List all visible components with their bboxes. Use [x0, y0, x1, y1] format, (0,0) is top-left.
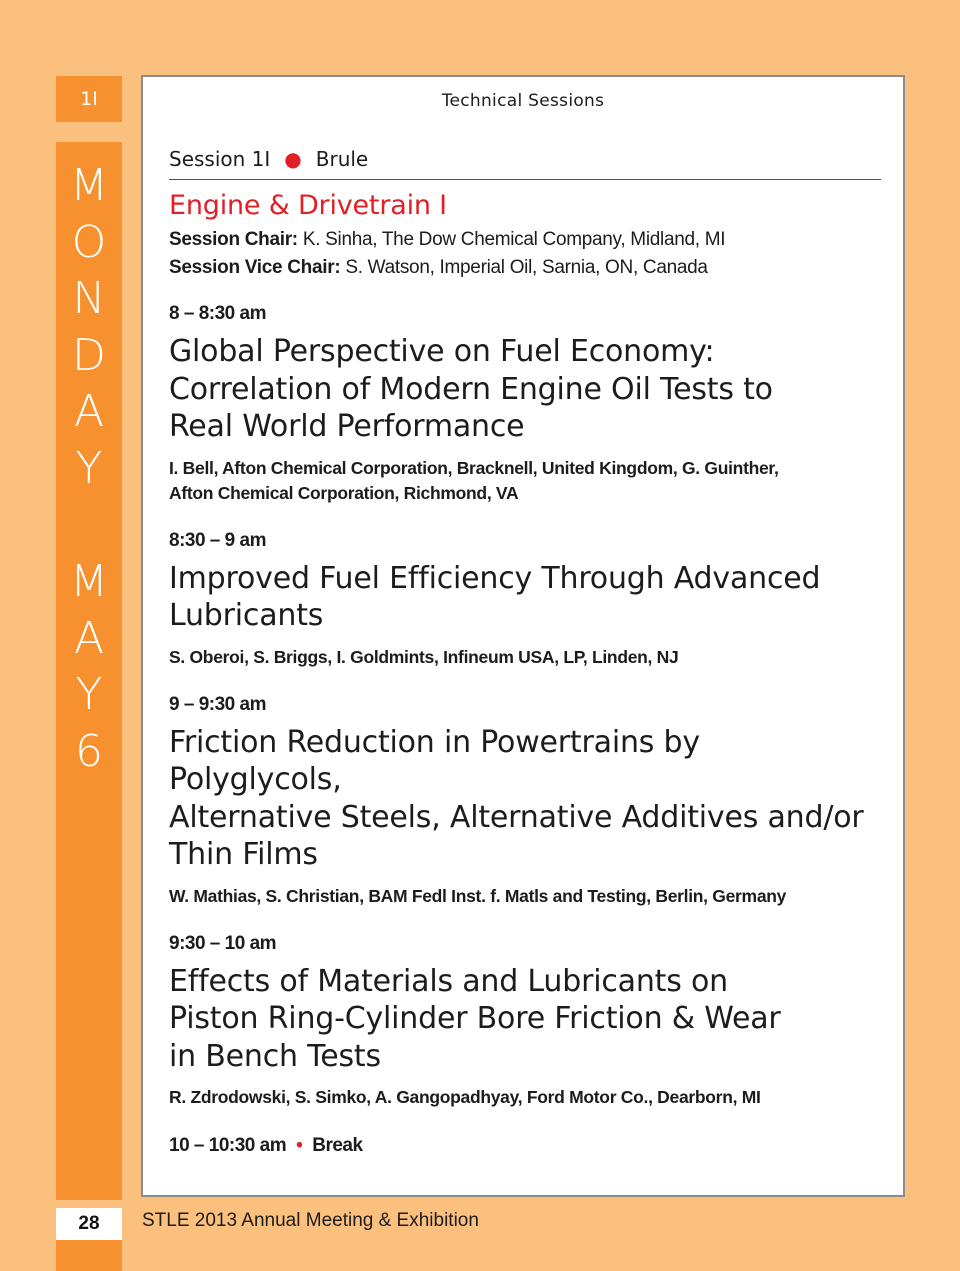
talk-time: 9:30 – 10 am: [169, 932, 277, 954]
day-sidebar: [56, 142, 122, 1200]
weekday-letter: Y: [75, 442, 103, 494]
talk-title-line: Alternative Steels, Alternative Additives and/or: [169, 799, 864, 835]
date-letter: Y: [75, 669, 103, 720]
talk-authors: [169, 456, 881, 506]
talk-item: [169, 933, 881, 1111]
talk-title-line: Thin Films: [169, 837, 318, 872]
talk-title-line: Friction Reduction in Powertrains by Polyglycols,: [169, 724, 700, 797]
talk-time: 8:30 – 9 am: [169, 529, 266, 551]
session-title: Engine & Drivetrain I: [169, 190, 447, 221]
talk-title-line: Effects of Materials and Lubricants on: [169, 963, 728, 999]
talk-title: [169, 724, 881, 874]
session-chair: [169, 229, 881, 251]
break-label: Break: [312, 1135, 363, 1156]
date-letter: A: [73, 612, 105, 664]
talk-title: [169, 963, 881, 1076]
session-panel: [141, 75, 905, 1197]
session-chair-label: Session Chair:: [169, 229, 298, 250]
talk-authors-line: W. Mathias, S. Christian, BAM Fedl Inst. f. Matls and Testing, Berlin, Germany: [169, 885, 787, 906]
weekday-letter: N: [72, 273, 106, 324]
session-vice-chair: [169, 257, 881, 279]
session-code-tab: 1I: [56, 76, 122, 122]
talk-title-line: in Bench Tests: [169, 1038, 381, 1074]
break-item: [169, 1135, 881, 1157]
talk-title: [169, 560, 881, 635]
weekday-label: [56, 158, 122, 497]
talk-title-line: Piston Ring-Cylinder Bore Friction & Wear: [169, 1001, 781, 1036]
talk-item: [169, 530, 881, 670]
session-room: Brule: [315, 147, 369, 171]
talk-title-line: Real World Performance: [169, 409, 525, 444]
talk-title-line: Improved Fuel Efficiency Through Advanced: [169, 560, 821, 596]
bullet-icon: •: [296, 1135, 303, 1156]
talk-authors-line: R. Zdrodowski, S. Simko, A. Gangopadhyay, Ford Motor Co., Dearborn, MI: [169, 1087, 761, 1107]
weekday-letter: O: [71, 216, 107, 268]
page-number: 28: [56, 1208, 122, 1240]
talk-authors-line: I. Bell, Afton Chemical Corporation, Bracknell, United Kingdom, G. Guinther,: [169, 457, 779, 478]
talk-item: [169, 694, 881, 909]
talk-item: [169, 303, 881, 506]
talk-authors: [169, 645, 881, 670]
talk-authors-line: Afton Chemical Corporation, Richmond, VA: [169, 482, 519, 503]
session-vice-chair-name: S. Watson, Imperial Oil, Sarnia, ON, Canada: [345, 257, 708, 278]
talk-authors-line: S. Oberoi, S. Briggs, I. Goldmints, Infineum USA, LP, Linden, NJ: [169, 646, 679, 667]
bullet-icon: ●: [284, 147, 302, 171]
session-code: Session 1I: [169, 147, 271, 171]
date-letter: 6: [75, 725, 103, 777]
date-label: [56, 554, 122, 780]
session-chair-name: K. Sinha, The Dow Chemical Company, Midland, MI: [302, 229, 726, 250]
talk-title: [169, 333, 881, 446]
weekday-letter: A: [73, 386, 105, 437]
talk-authors: [169, 1085, 881, 1110]
weekday-letter: D: [72, 329, 106, 381]
session-vice-chair-label: Session Vice Chair:: [169, 257, 341, 278]
session-info-line: [169, 147, 881, 180]
talk-time: 9 – 9:30 am: [169, 693, 266, 715]
weekday-letter: M: [70, 160, 108, 211]
talk-title-line: Global Perspective on Fuel Economy:: [169, 334, 715, 369]
panel-header: Technical Sessions: [441, 91, 605, 111]
session-content: [169, 147, 881, 1157]
break-time: 10 – 10:30 am: [169, 1135, 287, 1156]
publication-footer: STLE 2013 Annual Meeting & Exhibition: [142, 1210, 479, 1231]
talk-title-line: Lubricants: [169, 598, 324, 633]
talk-authors: [169, 884, 881, 909]
talk-title-line: Correlation of Modern Engine Oil Tests to: [169, 371, 773, 407]
sidebar-bottom-strip: [56, 1240, 122, 1271]
date-letter: M: [70, 556, 108, 607]
talk-time: 8 – 8:30 am: [169, 303, 266, 324]
